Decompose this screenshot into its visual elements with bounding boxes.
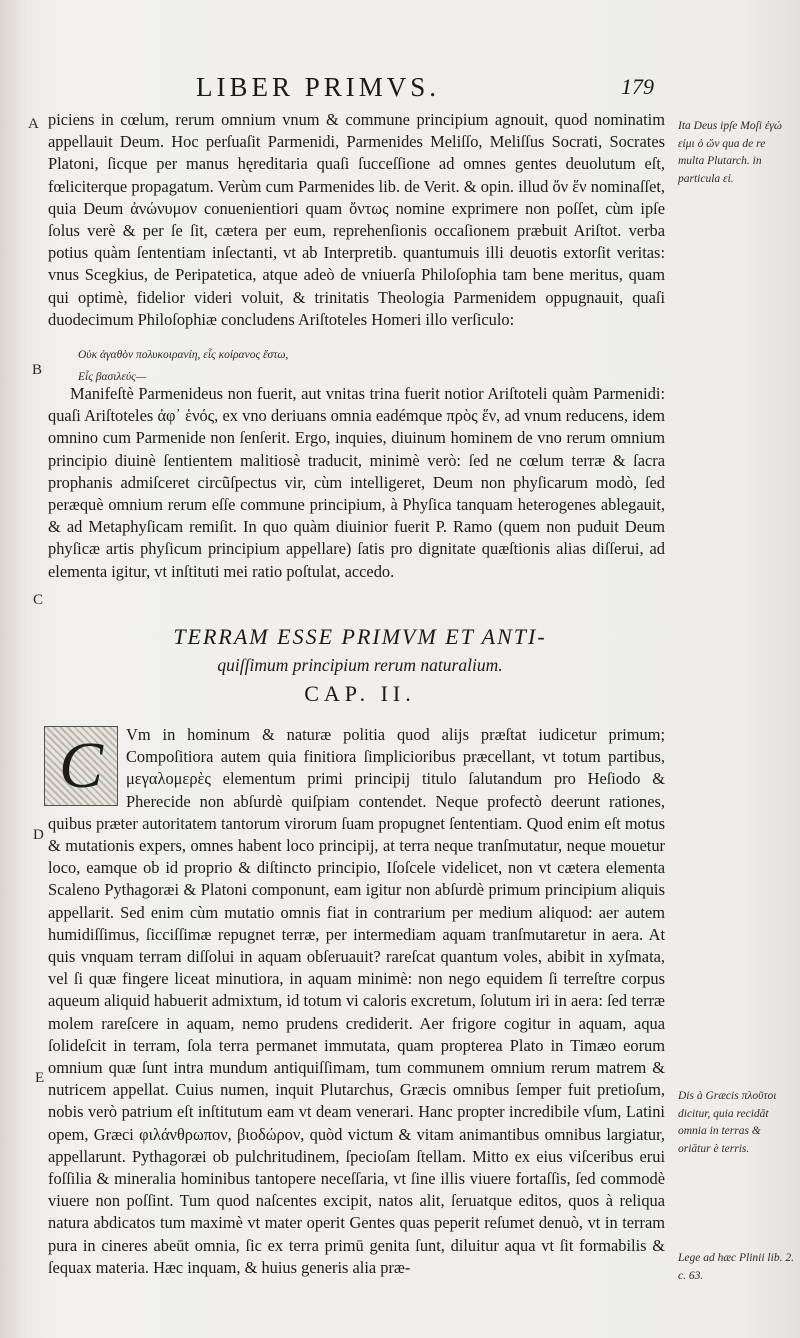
margin-note-3: Lege ad hæc Plinii lib. 2. c. 63. bbox=[678, 1252, 794, 1282]
margin-letter-b: B bbox=[32, 362, 43, 378]
paragraph-2 bbox=[48, 383, 665, 583]
running-title: LIBER PRIMVS. bbox=[196, 72, 441, 102]
chapter-title: CAP. II. bbox=[304, 681, 416, 706]
page-number: 179 bbox=[621, 74, 654, 99]
decorated-initial: C bbox=[44, 726, 118, 806]
section-heading bbox=[60, 622, 660, 678]
margin-letter-d: D bbox=[33, 827, 44, 843]
margin-letter-a: A bbox=[28, 116, 39, 132]
paragraph-1 bbox=[48, 109, 665, 331]
paragraph-3-text: Vm in hominum & naturæ politia quod alijs præſtat iudicetur primum; Compoſitiora autem quia finitiora ſimplicioribus præcellant, vt totum partibus, μεγαλομερὲς elementum primi principij titulo ſalutandum pro Heſiodo & Pherecide non abſurdè quiſpiam contendet. Neque profectò deerunt rationes, quibus præter autoritatem tantorum virorum ſuam propugnet ſententiam. Quod enim eſt motus & mutationis expers, omnes habent loco principij, at terra neque tranſmutatur, neque mouetur loco, eamque ob id proprio & diſtincto principio, Iſoſcele videlicet, non vt cætera elementa Scaleno Pythagoræi & Platoni componunt, eam igitur non abſurdè primum principium aliquis appellarit. Sed enim cùm mutatio omnis fiat in contrarium per medium aliquod: aer autem humidiſſimus, ſicciſſimæ repugnet terræ, per intermediam aquam tranſmutaretur in aera. At quis vnquam terram diſſolui in aquam obſeruauit? rareſcat quantum voles, abibit in xyſmata, vel ſi quæ fingere liceat minutiora, in aquam minimè: non nego equidem ſi terreſtre corpus aqueum aliquid habuerit admixtum, id totum vi caloris excretum, ſolutum iri in aera: ſed terræ molem rareſcere in aquam, nemo prudens crediderit. Aer frigore cogitur in aquam, aqua ſolideſcit in terram, ſola terra permanet immutata, quam propterea Plato in Timæo eorum omnium quæ ſunt intra mundum antiquiſſimam, tum communem omnium rerum matrem & nutricem appellat. Cuius numen, inquit Plutarchus, Græcis omnibus ſemper fuit pretioſum, nobis verò patrium eſt inſtitutum eam vt deam venerari. Hanc propter incredibile vſum, Latini opem, Græci φιλάνθρωπον, βιοδώρον, quòd victum & vitam animantibus omnibus largiatur, appellarunt. Pythagoræi ob pulchritudinem, ſpecioſam ſtellam. Mitto ex eius viſceribus erui foſſilia & mineralia hominibus tantopere neceſſaria, vt ſine illis viuere fortaſſis, ſed commodè viuere non poſſint. Tum quod naſcentes excipit, natos alit, ſeruatque editos, quos à reliqua natura abdicatos tum maximè vt mater operit Gentes quas peperit reſumet denuò, vt in terram pura in cineres abeūt omnia, ſic ex terra primū genita ſunt, diluitur aqua vt ſit formabilis & ſequax materia. Hæc inquam, & huius generis alia præ- bbox=[48, 725, 665, 1277]
greek-verse-line-1: Οὐκ ἀγαθὸν πολυκοιρανίη, εἷς κοίρανος ἔστω, bbox=[78, 349, 289, 361]
paragraph-2-text: Manifeſtè Parmenideus non fuerit, aut vnitas trina fuerit notior Ariſtoteli quàm Parmenidi: quaſi Ariſtoteles ἀφ᾽ ἑνός, ex vno deriuans omnia eadémque πρὸς ἕν, ad vnum reducens, idem omnino cum Parmenide non ſenſerit. Ergo, inquies, diuinum hominem de vno rerum omnium principio diuinè ſentientem malitiosè traducit, minimè verò: ſed ne cœlum terræ & ſacra prophanis admiſceret circũſpectus vir, cùm intelligeret, Deum non phyſicarum modò, ſed peræquè omnium rerum eſſe commune principium, à Phyſica tanquam heterogenes ablegauit, & ad Metaphyſicam remiſit. In quo quàm diuinior fuerit P. Ramo (quem non puduit Deum phyſicæ artis phyſicum principium appellare) ſatis pro dignitate quæſtionis alias diſſerui, ad elementa igitur, vt inſtituti mei ratio poſtulat, accedo. bbox=[48, 384, 665, 581]
margin-note-2: Dis à Græcis πλοῦτοι dicitur, quia recidāt omnia in terras & oriātur è terris. bbox=[678, 1090, 777, 1155]
section-heading-line-1: TERRAM ESSE PRIMVM ET ANTI- bbox=[173, 624, 547, 649]
paragraph-3 bbox=[48, 724, 665, 1279]
paragraph-1-text: piciens in cœlum, rerum omnium vnum & commune principium agnouit, quod nominatim appellauit Deum. Hoc perſuaſit Parmenidi, Parmenides Meliſſo, Meliſſus Socrati, Socrates Platoni, ſicque per manus hęreditaria quaſi ſucceſſione ad omnes gentes deuolutum eſt, fœliciterque propagatum. Verùm cum Parmenides lib. de Verit. & opin. illud ὄν ἕν nominaſſet, quia Deum ἀνώνυμον conuenientiori quam ὄντως nomine exprimere non poſſet, cùm ipſe ſolus verè & per ſe ſit, cætera per eum, reprehenſionis occaſionem præbuit Ariſtot. verba potius quàm ſententiam inſectanti, vt ab Interpretib. quantumuis illi deuotis extorſit veritas: vnus Scegkius, de Peripatetica, atque adeò de vniuerſa Philoſophia tam bene meritus, quam qui optimè, fidelior videri voluit, & trinitatis Theologia Parmenidem oppugnauit, quaſi duodecimum Philoſophiæ concludens Ariſtoteles Homeri illo verſiculo: bbox=[48, 110, 665, 329]
margin-letter-c: C bbox=[33, 592, 44, 608]
page-header bbox=[0, 72, 800, 106]
margin-note-1: Ita Deus ipſe Moſi ἐγώ εἰμι ὁ ὤν qua de re multa Plutarch. in particula εἰ. bbox=[678, 120, 782, 185]
greek-verse bbox=[78, 344, 288, 388]
greek-verse-line-2: Εἷς βασιλεύς— bbox=[78, 371, 147, 383]
margin-letter-e: E bbox=[35, 1070, 45, 1086]
section-heading-line-2: quiſſimum principium rerum naturalium. bbox=[217, 655, 503, 675]
